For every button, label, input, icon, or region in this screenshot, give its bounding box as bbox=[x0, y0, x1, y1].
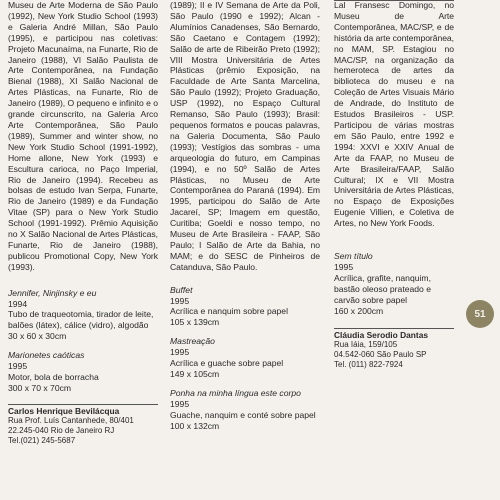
artist-name: Carlos Henrique Bevilácqua bbox=[8, 404, 158, 416]
work-medium: Guache, nanquim e conté sobre papel bbox=[170, 409, 316, 420]
bio-text: (1989); II e IV Semana de Arte da Poli, São Paulo (1990 e 1992); Alcan - Alumínios Canadenses, São Bernardo, São Caetano e Contagem (1992); Salão de arte de Ribeirão Preto (1992); VIII Mostra Universitária de Artes Plásticas (prêmio Exposição, na Faculdade de Arte Santa Marcelina, São Paulo (1992); Projeto Graduação, USP (1992), no Espaço Cultural Remanso, São Paulo (1993); Brasil: pequenos formatos e poucas palavras, na Galeria Documenta, São Paulo (1993); Vestígios das sombras - uma arqueologia do futuro, em Campinas (1994), e no 50º Salão de Artes Plásticas, no Museu de Arte Contemporânea do Paraná (1994). Em 1995, participou do Salão de Arte Jacareí, SP; Imagem em questão, Curitiba; Goeldi e nosso tempo, no Museu de Arte Brasileira - FAAP, São Paulo; I Salão de Arte da Bahia, no MAM; e do SESC de Pinheiros de Catanduva, São Paulo. bbox=[170, 0, 320, 272]
work-title: Marionetes caóticas bbox=[8, 350, 85, 361]
work-year: 1995 bbox=[170, 295, 190, 306]
artist-city: 04.542-060 São Paulo SP bbox=[334, 350, 427, 360]
artist-phone: Tel.(021) 245-5687 bbox=[8, 435, 76, 445]
column-3 bbox=[334, 0, 454, 370]
bio-text: Lal Fransesc Domingo, no Museu de Arte Contemporânea, MAC/SP, e de história da arte contemporânea, no MAM, SP. Estagiou no MAC/SP, na organização da hemeroteca de artes da biblioteca do museu e na Coleção de Artes Visuais Mário de Andrade, do Instituto de Estudos Brasileiros - USP. Participou de várias mostras em São Paulo, entre 1992 e 1994: XXVI e XXIV Anual de Arte da FAAP, no Museu de Arte Brasileira/FAAP, Salão Cultural; IX e VII Mostra Universitária de Artes Plásticas, no Espaço de Exposições Eugenie Villien, e Coletiva de Artes, no New York Foods. bbox=[334, 0, 454, 229]
work-medium: Acrílica e nanquim sobre papel bbox=[170, 306, 288, 317]
work-medium: Motor, bola de borracha bbox=[8, 372, 99, 382]
column-2 bbox=[170, 0, 320, 432]
work-dimensions: 30 x 60 x 30cm bbox=[8, 331, 67, 342]
artist-contact bbox=[334, 328, 454, 370]
work-dimensions: 105 x 139cm bbox=[170, 317, 220, 328]
work-title: Mastreação bbox=[170, 336, 215, 347]
work-dimensions: 149 x 105cm bbox=[170, 369, 220, 379]
column-1 bbox=[8, 0, 158, 446]
work-entry bbox=[170, 388, 320, 432]
work-medium: Tubo de traqueotomia, tirador de leite, balões (látex), cálice (vidro), algodão bbox=[8, 309, 154, 331]
artist-address: Rua Prof. Luís Cantanhede, 80/401 bbox=[8, 415, 134, 425]
work-year: 1994 bbox=[8, 298, 28, 309]
artist-city: 22.245-040 Rio de Janeiro RJ bbox=[8, 425, 115, 435]
work-title: Ponha na minha língua este corpo bbox=[170, 387, 301, 398]
work-year: 1995 bbox=[170, 398, 190, 409]
work-dimensions: 100 x 132cm bbox=[170, 420, 220, 431]
work-year: 1995 bbox=[334, 261, 354, 272]
artist-phone: Tel. (011) 822-7924 bbox=[334, 360, 403, 370]
work-entry bbox=[170, 285, 320, 329]
work-title: Jennifer, Ninjinsky e eu bbox=[8, 287, 97, 298]
work-title: Buffet bbox=[170, 284, 193, 295]
work-dimensions: 160 x 200cm bbox=[334, 305, 384, 316]
work-year: 1995 bbox=[170, 347, 190, 358]
artist-address: Rua Iáia, 159/105 bbox=[334, 340, 398, 350]
page-number-badge: 51 bbox=[466, 300, 494, 328]
work-medium: Acrílica, grafite, nanquim, bastão oleoso prateado e carvão sobre papel bbox=[334, 272, 431, 305]
work-medium: Acrílica e guache sobre papel bbox=[170, 358, 284, 369]
work-entry bbox=[8, 288, 158, 343]
work-year: 1995 bbox=[8, 361, 28, 372]
work-entry bbox=[170, 336, 320, 380]
bio-text: Museu de Arte Moderna de São Paulo (1992), New York Studio School (1993) e Galeria André Millan, São Paulo (1995), e participou nas coletivas: Projeto Macunaíma, na Funarte, Rio de Janeiro (1988), VI Salão Paulista de Arte Contemporânea, na Fundação Bienal (1988), XI Salão Nacional de Artes Plásticas, na Funarte, Rio de Janeiro (1989), O pequeno e infinito e o grande circunscrito, na Galeria Arco Arte Contemporânea, São Paulo (1989), Summer and winter show, no New York Studio School (1991-1992), Home allone, New York (1993) e Escultura carioca, no Paço Imperial, Rio de Janeiro (1994). Recebeu as bolsas de estudo Ivan Serpa, Funarte, Rio de Janeiro (1989) e da Fundação Vitae (SP) para o New York Studio School (1991-1992). Prêmio Aquisição no X Salão Nacional de Artes Plásticas, Funarte, Rio de Janeiro (1988), publicou Promotional Copy, New York (1993). bbox=[8, 0, 158, 272]
work-title: Sem título bbox=[334, 251, 373, 262]
work-entry bbox=[334, 251, 454, 316]
artist-contact bbox=[8, 404, 158, 446]
artist-name: Cláudia Serodio Dantas bbox=[334, 328, 454, 340]
work-entry bbox=[8, 350, 158, 394]
work-dimensions: 300 x 70 x 70cm bbox=[8, 382, 72, 393]
